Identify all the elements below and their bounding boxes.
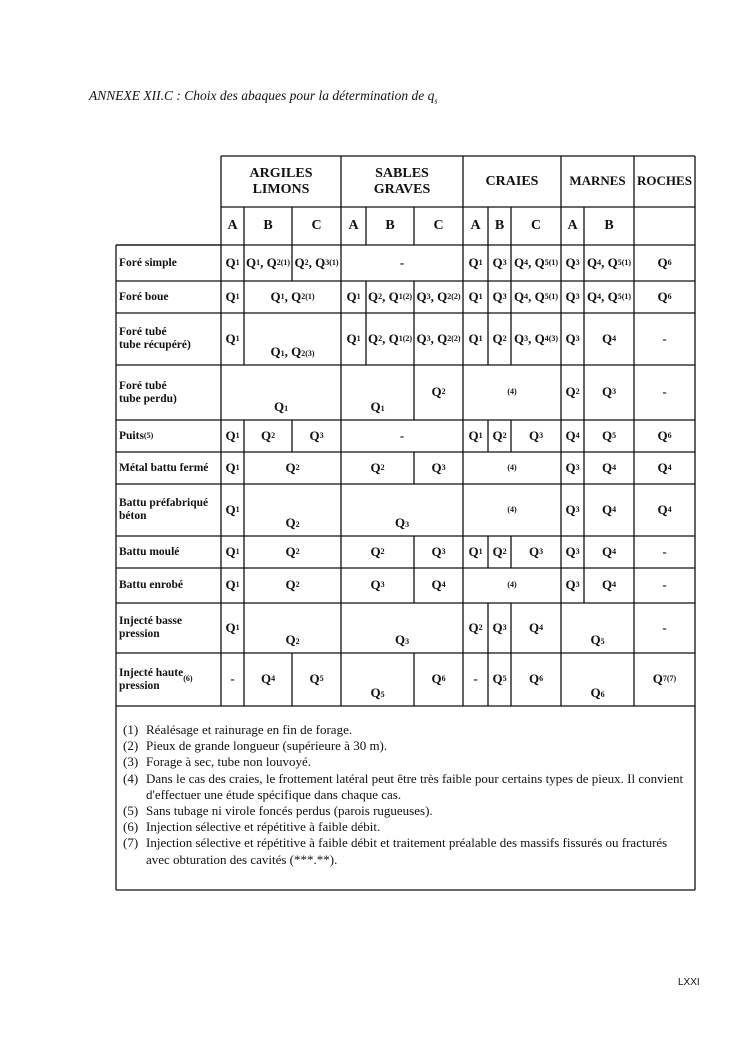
table-cell: (4): [507, 387, 517, 397]
table-cell: Q 1 , Q 2 (1): [270, 288, 315, 304]
page-number: LXXI: [678, 977, 700, 988]
table-cell: Q 3: [394, 514, 410, 530]
table-cell: Q 3: [565, 543, 580, 559]
table-cell: Q 3: [528, 427, 544, 443]
table-cell: Q 1: [225, 288, 240, 304]
table-cell: Q 3: [492, 619, 507, 635]
table-cell: Q 1: [346, 330, 361, 346]
table-cell: Q 1: [468, 288, 483, 304]
group-header: MARNES: [569, 173, 626, 189]
table-cell: Q 2: [492, 330, 507, 346]
table-cell: Q 4: [601, 501, 617, 517]
table-cell: Q 6: [528, 671, 544, 687]
table-cell: -: [662, 619, 667, 635]
footnotes: [123, 722, 693, 868]
table-cell: Q 3: [431, 543, 446, 559]
table-cell: Q 4: [657, 501, 672, 517]
table-cell: Q 1: [370, 398, 385, 414]
table-cell: Q 1: [225, 459, 240, 475]
table-cell: Q 3: [565, 459, 580, 475]
table-cell: -: [399, 427, 405, 443]
row-label: Foré boue: [119, 290, 169, 303]
table-cell: Q 3: [431, 459, 446, 475]
table-cell: Q 3: [565, 254, 580, 270]
table-cell: -: [399, 254, 405, 270]
table-cell: Q 2 , Q 1 (2): [367, 288, 413, 304]
table-cell: Q 2: [285, 543, 300, 559]
table-cell: Q 2: [370, 543, 385, 559]
table-cell: Q 1: [468, 427, 483, 443]
table-cell: Q 4: [601, 543, 617, 559]
footnote: (7) Injection sélective et répétitive à faible débit et traitement préalable des massifs fissurés ou fracturés avec obturation des cavités (***.**).: [123, 835, 668, 867]
table-cell: Q 2: [285, 459, 300, 475]
table-cell: Q 3 , Q 2 (2): [416, 288, 461, 304]
group-header: ARGILES LIMONS: [249, 166, 313, 197]
sub-header: A: [348, 218, 359, 234]
table-cell: Q 2: [431, 384, 446, 400]
sub-header: B: [263, 218, 273, 234]
table-cell: Q 1: [273, 398, 289, 414]
table-cell: -: [662, 543, 667, 559]
table-cell: (4): [507, 504, 517, 514]
row-label: Foré tubé tube perdu): [119, 379, 177, 405]
footnote: (4) Dans le cas des craies, le frottement latéral peut être très faible pour certains types de pieux. Il convient d'effectuer une étude spécifique dans chaque cas.: [123, 770, 684, 802]
table-cell: Q 1: [346, 288, 361, 304]
table-cell: Q 2 , Q 1 (2): [367, 330, 413, 346]
table-cell: Q 4: [565, 427, 580, 443]
sub-header: A: [470, 218, 481, 234]
table-cell: Q 1: [225, 577, 240, 593]
table-cell: -: [473, 671, 478, 687]
table-cell: Q 2: [285, 631, 300, 647]
table-cell: Q 4 , Q 5 (1): [513, 254, 559, 270]
group-header: CRAIES: [485, 173, 539, 189]
table-cell: Q 2: [285, 514, 300, 530]
table-cell: Q 2: [468, 619, 483, 635]
table-cell: Q 1: [225, 543, 240, 559]
table-cell: Q 2: [565, 384, 580, 400]
table-cell: Q 1: [225, 501, 240, 517]
table-cell: Q 2: [260, 427, 276, 443]
group-header: ROCHES: [637, 173, 692, 189]
table-cell: Q 4 , Q 5 (1): [513, 288, 559, 304]
table-cell: Q 3: [370, 577, 385, 593]
table-cell: Q 5: [370, 684, 385, 700]
table-cell: -: [662, 577, 667, 593]
table-cell: (4): [507, 580, 517, 590]
sub-header: C: [311, 218, 322, 234]
row-label: Battu préfabriqué béton: [119, 497, 209, 522]
table-cell: Q 5: [590, 631, 605, 647]
row-label: Battu moulé: [119, 545, 180, 558]
sub-header: B: [494, 218, 505, 234]
table-cell: Q 4: [528, 619, 544, 635]
table-cell: Q 3: [394, 631, 410, 647]
table-cell: Q 2 , Q 3 (1): [294, 254, 339, 270]
table-cell: (4): [507, 462, 517, 472]
row-label: Injecté haute pression (6): [119, 666, 193, 692]
table-cell: Q 4: [601, 459, 617, 475]
table-cell: Q 3: [601, 384, 617, 400]
table-cell: Q 4: [431, 577, 446, 593]
table-cell: Q 3: [565, 577, 580, 593]
sub-header: C: [433, 218, 444, 234]
table-cell: Q 5: [492, 671, 507, 687]
row-label: Foré simple: [119, 256, 177, 269]
table-cell: Q 6: [657, 254, 672, 270]
table-cell: Q 4: [601, 577, 617, 593]
table-cell: Q 4 , Q 5 (1): [586, 288, 632, 304]
sub-header: A: [227, 218, 238, 234]
table-cell: Q 6: [431, 671, 446, 687]
table-cell: Q 1 , Q 2 (1): [245, 254, 291, 270]
table-cell: Q 4: [657, 459, 672, 475]
table-cell: Q 1: [468, 254, 483, 270]
table-cell: Q 5: [309, 671, 324, 687]
sub-header: B: [604, 218, 614, 234]
table-cell: Q 3: [565, 330, 580, 346]
table-cell: Q 2: [492, 543, 507, 559]
sub-header: C: [530, 218, 542, 234]
footnote: (2) Pieux de grande longueur (supérieure à 30 m).: [123, 738, 388, 754]
table-cell: Q 3: [309, 427, 324, 443]
table-cell: Q 3: [565, 288, 580, 304]
table-cell: Q 1: [468, 543, 483, 559]
row-label: Métal battu fermé: [119, 461, 209, 474]
table-cell: Q 6: [657, 288, 672, 304]
table-cell: Q 1: [225, 427, 240, 443]
table-cell: Q 2: [492, 427, 507, 443]
table-cell: Q 1 , Q 2 (3): [270, 343, 315, 359]
table-cell: Q 3 , Q 2 (2): [416, 330, 461, 346]
table-cell: Q 5: [601, 427, 617, 443]
group-header: SABLES GRAVES: [373, 166, 431, 197]
table-cell: -: [230, 671, 235, 687]
table-cell: Q 6: [590, 684, 605, 700]
sub-header: A: [567, 218, 578, 234]
table-cell: Q 3: [492, 288, 507, 304]
table-cell: Q 1: [225, 619, 240, 635]
table-cell: -: [662, 330, 667, 346]
footnote: (5) Sans tubage ni virole foncés perdus (parois rugueuses).: [123, 803, 433, 819]
table-cell: Q 1: [468, 330, 483, 346]
row-label: Injecté basse pression: [119, 615, 182, 640]
table-cell: Q 3: [528, 543, 544, 559]
row-label: Foré tubé tube récupéré): [119, 326, 191, 351]
table-cell: Q 4 , Q 5 (1): [586, 254, 632, 270]
table-cell: Q 4: [260, 671, 276, 687]
table-cell: Q 3: [492, 254, 507, 270]
row-label: Battu enrobé: [119, 579, 183, 592]
page-title: ANNEXE XII.C : Choix des abaques pour la détermination de $q_s$: [89, 88, 438, 106]
table-cell: Q 1: [225, 330, 240, 346]
table-cell: Q 4: [601, 330, 617, 346]
table-cell: Q 1: [225, 254, 240, 270]
table-cell: Q 6: [657, 427, 672, 443]
table-cell: Q 2: [370, 459, 385, 475]
sub-header: B: [385, 218, 395, 234]
table-cell: Q 3 , Q 4 (3): [513, 330, 559, 346]
table-cell: -: [662, 384, 667, 400]
footnote: (3) Forage à sec, tube non louvoyé.: [123, 754, 311, 770]
table-cell: Q 7 (7): [652, 671, 677, 687]
table-cell: Q 3: [565, 501, 580, 517]
footnote: (6) Injection sélective et répétitive à faible débit.: [123, 819, 381, 835]
footnote: (1) Réalésage et rainurage en fin de forage.: [123, 722, 353, 737]
row-label: Puits (5): [119, 429, 154, 442]
table-cell: Q 2: [285, 577, 300, 593]
